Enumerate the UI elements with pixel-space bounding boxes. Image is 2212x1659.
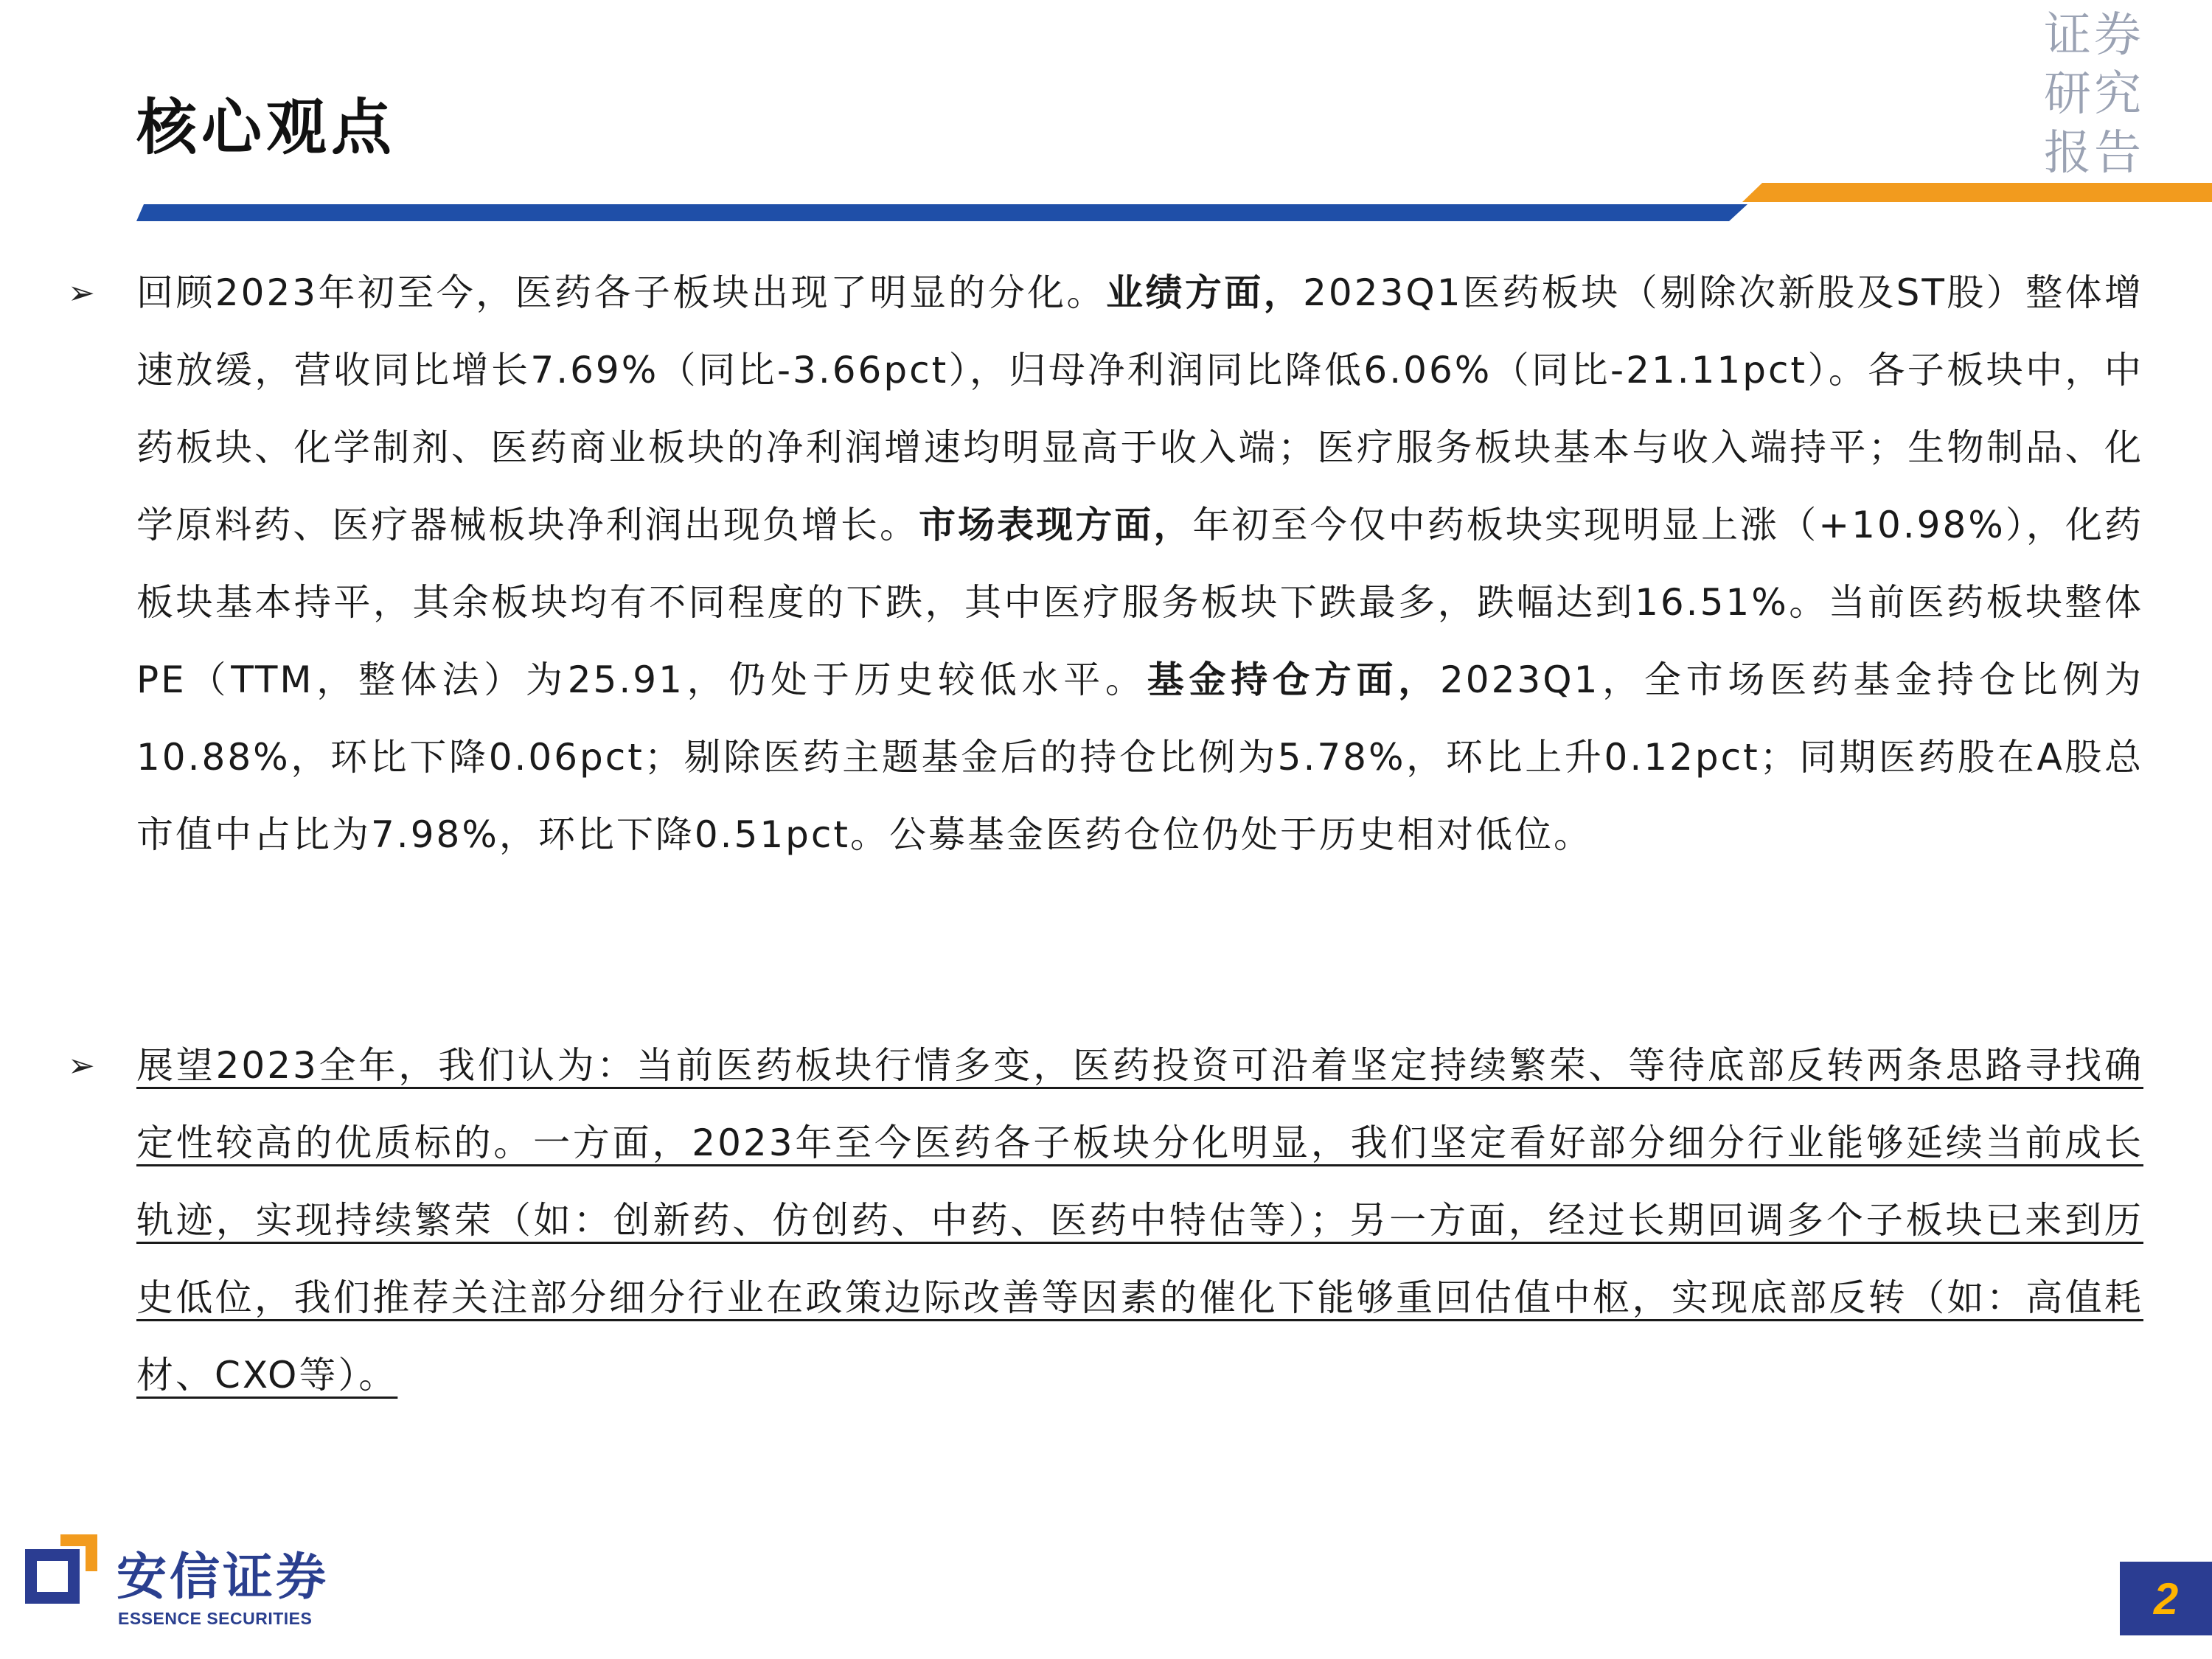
report-corner-label bbox=[2042, 6, 2146, 183]
essence-logo-icon bbox=[22, 1530, 103, 1611]
corner-label-line: 研究 bbox=[2044, 67, 2144, 122]
review-text: 2023Q1医药板块（剔除次新股及ST股）整体增速放缓，营收同比增长7.69%（同比-3.66pct），归母净利润同比降低6.06%（同比-21.11pct）。各子板块中，中药板块、化学制剂、医药商业板块的净利润增速均明显高于收入端；医疗服务板块基本与收入端持平；生物制品、化学原料药、医疗器械板块净利润出现负增长。 bbox=[136, 271, 2143, 546]
review-text: 2023Q1，全市场医药基金持仓比例为10.88%，环比下降0.06pct；剔除医药主题基金后的持仓比例为5.78%，环比上升0.12pct；同期医药股在A股总市值中占比为7.98%，环比下降0.51pct。公募基金医药仓位仍处于历史相对低位。 bbox=[136, 658, 2144, 856]
page-title: 核心观点 bbox=[136, 92, 397, 163]
header-orange-stripe bbox=[1742, 183, 2212, 202]
review-heading-fund: 基金持仓方面， bbox=[1147, 658, 1440, 701]
outlook-text: 展望2023全年，我们认为：当前医药板块行情多变，医药投资可沿着坚定持续繁荣、等待底部反转两条思路寻找确定性较高的优质标的。一方面，2023年至今医药各子板块分化明显，我们坚定看好部分细分行业能够延续当前成长轨迹，实现持续繁荣（如：创新药、仿创药、中药、医药中特估等）；另一方面，经过长期回调多个子板块已来到历史低位，我们推荐关注部分细分行业在政策边际改善等因素的催化下能够重回估值中枢，实现底部反转（如：高值耗材、CXO等）。 bbox=[136, 1044, 2143, 1397]
brand-name-cn: 安信证券 bbox=[116, 1548, 330, 1607]
arrow-bullet-icon: ➢ bbox=[68, 274, 95, 312]
arrow-bullet-icon: ➢ bbox=[68, 1047, 95, 1085]
outlook-paragraph bbox=[136, 1027, 2143, 1414]
review-paragraph bbox=[136, 254, 2143, 874]
review-text: 回顾2023年初至今，医药各子板块出现了明显的分化。 bbox=[136, 271, 1106, 314]
review-text: 年初至今仅中药板块实现明显上涨（+10.98%），化药板块基本持平，其余板块均有不同程度的下跌，其中医疗服务板块下跌最多，跌幅达到16.51%。当前医药板块整体PE（TTM，整体法）为25.91，仍处于历史较低水平。 bbox=[136, 504, 2144, 701]
review-heading-market: 市场表现方面， bbox=[919, 504, 1193, 546]
page-number: 2 bbox=[2120, 1562, 2212, 1635]
corner-label-line: 报告 bbox=[2044, 126, 2144, 181]
header-blue-stripe bbox=[136, 204, 1747, 221]
review-heading-performance: 业绩方面， bbox=[1105, 271, 1304, 314]
brand-name-en: ESSENCE SECURITIES bbox=[118, 1609, 313, 1628]
corner-label-line: 证券 bbox=[2044, 8, 2144, 63]
